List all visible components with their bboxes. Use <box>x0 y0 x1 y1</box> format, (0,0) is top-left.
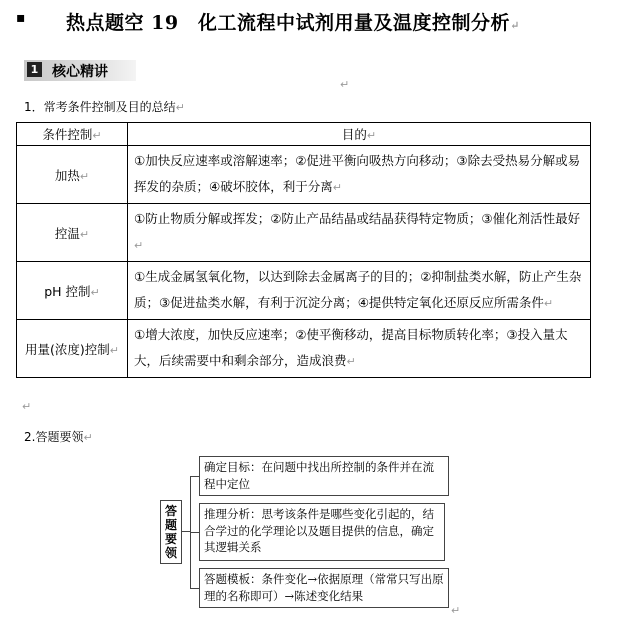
page-title <box>66 8 520 35</box>
purpose-cell <box>128 146 591 204</box>
return-mark: ↵ <box>79 169 90 183</box>
condition-cell <box>17 320 128 378</box>
condition-cell <box>17 204 128 262</box>
return-mark: ↵ <box>543 297 554 310</box>
purpose-text: ①增大浓度，加快反应速率；②使平衡移动，提高目标物质转化率；③投入量太大，后续需要中和剩余部分，造成浪费 <box>134 327 568 368</box>
return-mark: ↵ <box>451 604 461 617</box>
return-mark: ↵ <box>90 285 100 299</box>
return-mark: ↵ <box>510 19 520 32</box>
section-title: 核心精讲 <box>52 64 108 80</box>
return-mark: ↵ <box>109 343 119 357</box>
connector-branch <box>190 476 199 477</box>
connector-stub <box>182 531 190 532</box>
return-mark: ↵ <box>366 129 377 142</box>
return-mark: ↵ <box>22 400 32 413</box>
condition-cell <box>17 146 128 204</box>
header-cell-condition <box>17 123 128 146</box>
purpose-text: ①生成金属氢氧化物，以达到除去金属离子的目的；②抑制盐类水解，防止产生杂质；③促进盐类水解，有利于沉淀分离；④提供特定氧化还原反应所需条件 <box>134 269 582 310</box>
condition-text: 控温 <box>54 225 80 241</box>
table-row <box>17 204 591 262</box>
condition-text: 用量(浓度)控制 <box>25 341 110 357</box>
table-header-row <box>17 123 591 146</box>
purpose-cell <box>128 320 591 378</box>
return-mark: ↵ <box>134 239 144 252</box>
purpose-text: ①防止物质分解或挥发；②防止产品结晶或结晶获得特定物质；③催化剂活性最好 <box>134 211 581 226</box>
header-text: 目的 <box>341 127 367 142</box>
table-row <box>17 262 591 320</box>
purpose-text: ①加快反应速率或溶解速率；②促进平衡向吸热方向移动；③除去受热易分解或易挥发的杂质；④破坏胶体，利于分离 <box>134 153 581 194</box>
condition-text: pH 控制 <box>44 283 91 299</box>
condition-cell <box>17 262 128 320</box>
return-mark: ↵ <box>79 227 90 241</box>
section-number-badge: 1 <box>27 62 42 77</box>
header-text: 条件控制 <box>42 127 93 142</box>
return-mark: ↵ <box>92 129 102 142</box>
return-mark: ↵ <box>175 101 185 114</box>
part1-title-text: 1．常考条件控制及目的总结 <box>24 100 176 114</box>
purpose-cell <box>128 262 591 320</box>
purpose-cell <box>128 204 591 262</box>
part2-title-text: 2.答题要领 <box>24 430 84 444</box>
return-mark: ↵ <box>346 355 356 368</box>
condition-table <box>16 122 591 378</box>
return-mark: ↵ <box>340 78 350 91</box>
heading-bullet: ▪ <box>16 10 26 26</box>
header-cell-purpose <box>128 123 591 146</box>
connector-branch <box>190 588 199 589</box>
diagram-box-analysis: 推理分析：思考该条件是哪些变化引起的，结合学过的化学理论以及题目提供的信息，确定其逻辑关系 <box>199 503 445 561</box>
diagram-label: 答题要领 <box>160 500 182 564</box>
condition-text: 加热 <box>54 167 80 183</box>
part2-title <box>24 428 93 445</box>
part1-title <box>24 98 185 115</box>
connector-branch <box>190 532 199 533</box>
return-mark: ↵ <box>83 431 93 444</box>
return-mark: ↵ <box>332 181 342 194</box>
page-title-text: 热点题空 19 化工流程中试剂用量及温度控制分析 <box>66 12 511 34</box>
diagram-box-target: 确定目标：在问题中找出所控制的条件并在流程中定位 <box>199 456 449 496</box>
table-row <box>17 320 591 378</box>
diagram-box-template: 答题模板：条件变化→依据原理（常常只写出原理的名称即可）→陈述变化结果 <box>199 568 449 608</box>
table-row <box>17 146 591 204</box>
